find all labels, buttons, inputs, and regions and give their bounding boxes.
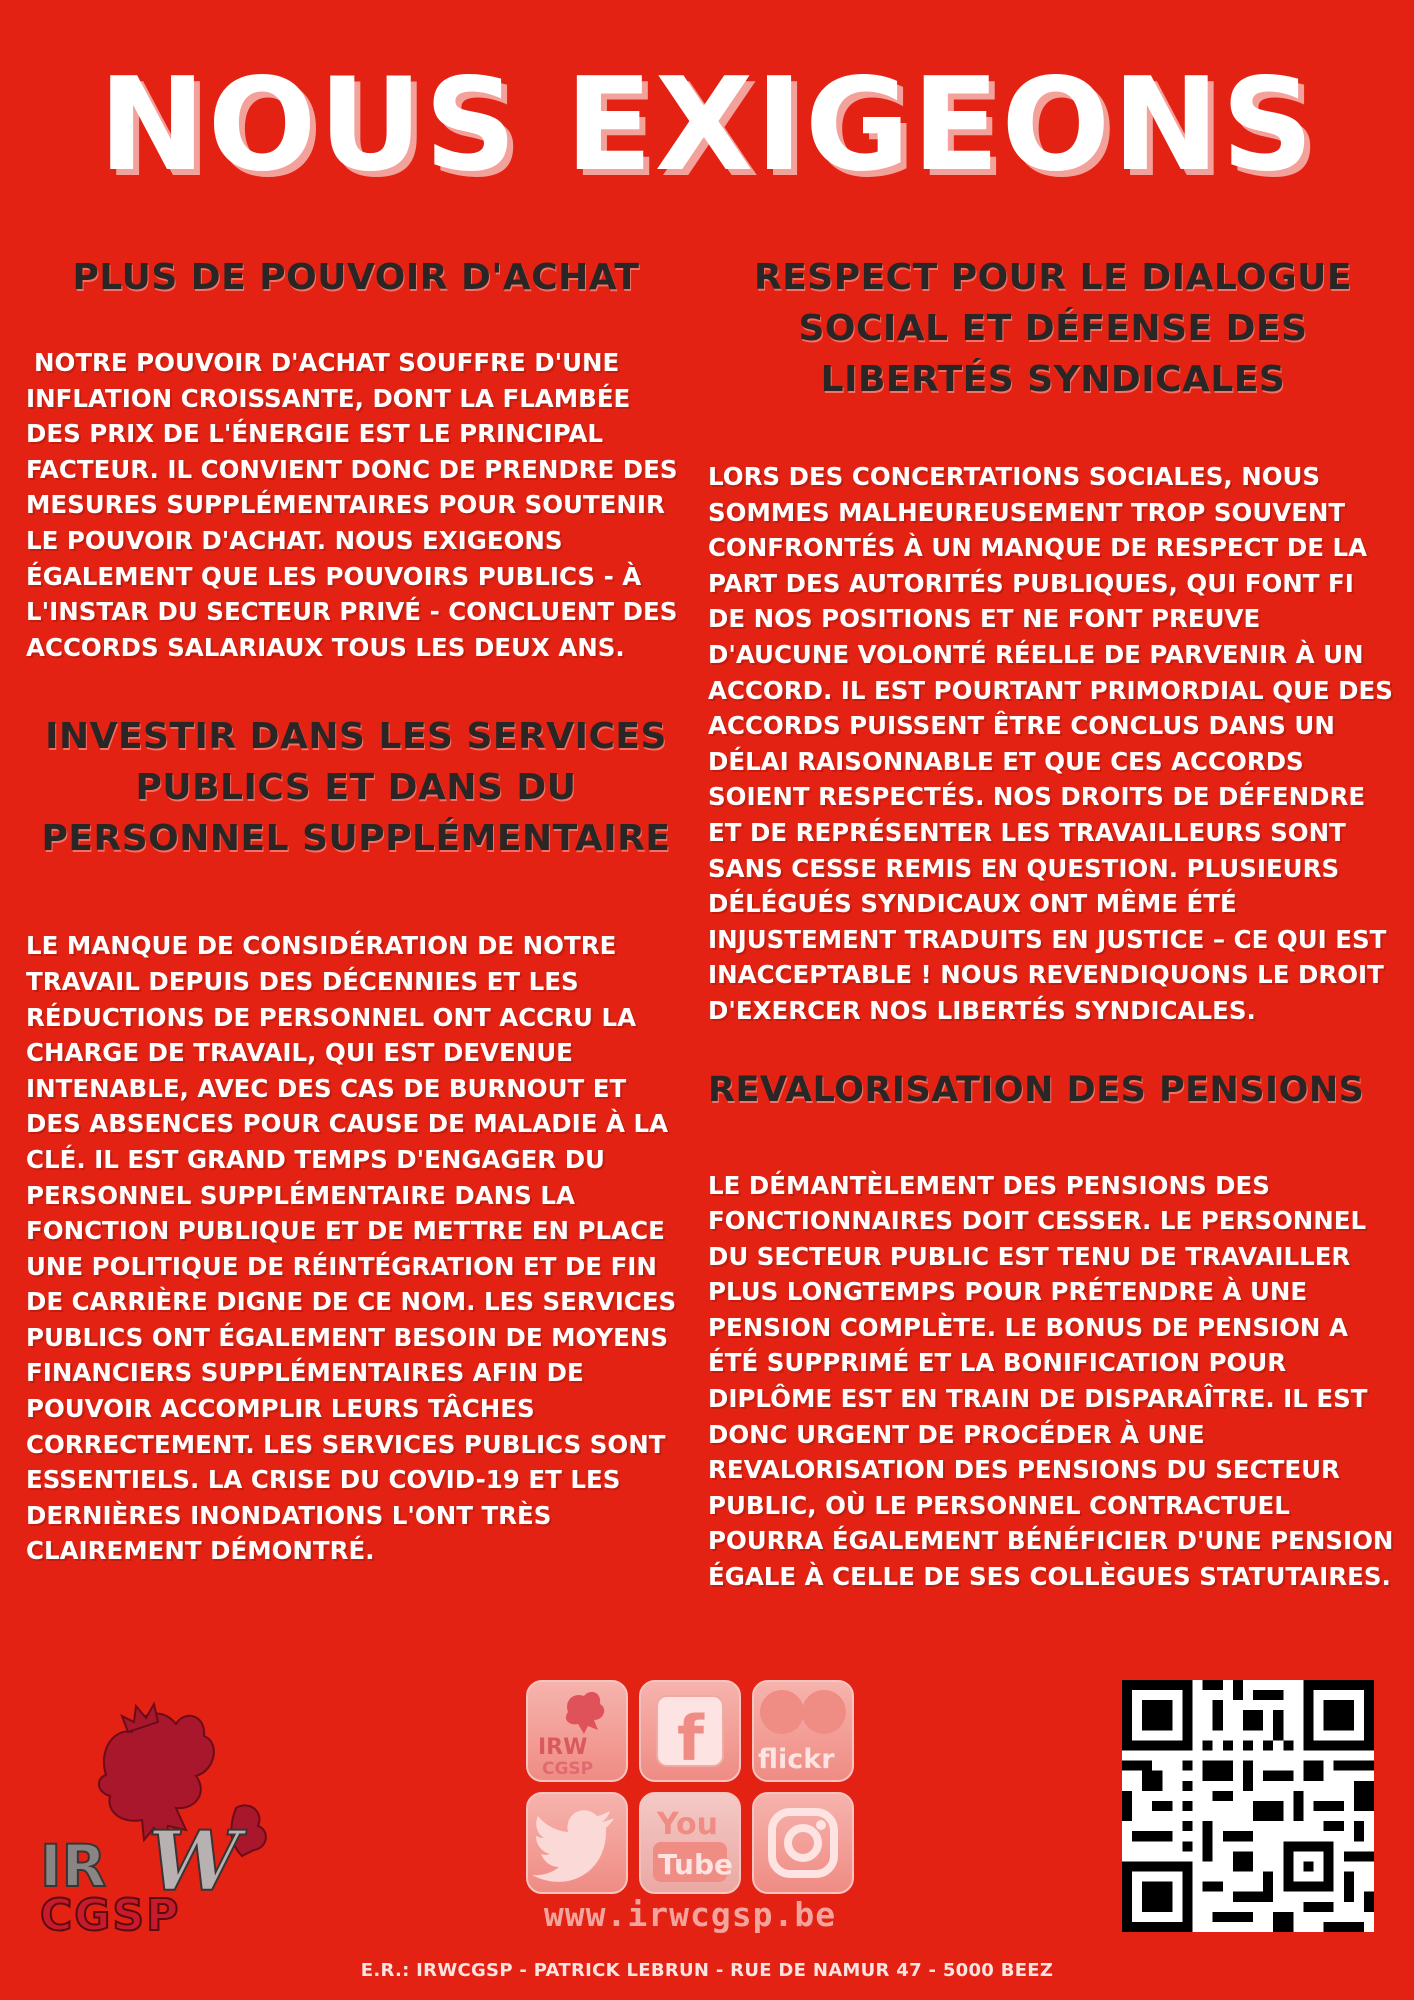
youtube-link-button[interactable] bbox=[639, 1792, 741, 1894]
flickr-icon bbox=[754, 1682, 852, 1780]
rooster-icon bbox=[36, 1680, 296, 1936]
irw-link-button[interactable] bbox=[526, 1680, 628, 1782]
text-pensions: LE DÉMANTÈLEMENT DES PENSIONS DES FONCTIONNAIRES DOIT CESSER. LE PERSONNEL DU SECTEUR PUBLIC EST TENU DE TRAVAILLER PLUS LONGTEMPS POUR PRÉTENDRE À UNE PENSION COMPLÈTE. LE BONUS DE PENSION A ÉTÉ SUPPRIMÉ ET LA BONIFICATION POUR DIPLÔME EST EN TRAIN DE DISPARAÎTRE. IL EST DONC URGENT DE PROCÉDER À UNE REVALORISATION DES PENSIONS DU SECTEUR PUBLIC, OÙ LE PERSONNEL CONTRACTUEL POURRA ÉGALEMENT BÉNÉFICIER D'UNE PENSION ÉGALE À CELLE DE SES COLLÈGUES STATUTAIRES. bbox=[708, 1170, 1394, 1592]
text-services-publics: LE MANQUE DE CONSIDÉRATION DE NOTRE TRAVAIL DEPUIS DES DÉCENNIES ET LES RÉDUCTIONS DE PERSONNEL ONT ACCRU LA CHARGE DE TRAVAIL, QUI EST DEVENUE INTENABLE, AVEC DES CAS DE BURNOUT ET DES ABSENCES POUR CAUSE DE MALADIE À LA CLÉ. IL EST GRAND TEMPS D'ENGAGER DU PERSONNEL SUPPLÉMENTAIRE DANS LA FONCTION PUBLIQUE ET DE METTRE EN PLACE UNE POLITIQUE DE RÉINTÉGRATION ET DE FIN DE CARRIÈRE DIGNE DE CE NOM. LES SERVICES PUBLICS ONT ÉGALEMENT BESOIN DE MOYENS FINANCIERS SUPPLÉMENTAIRES AFIN DE POUVOIR ACCOMPLIR LEURS TÂCHES CORRECTEMENT. LES SERVICES PUBLICS SONT ESSENTIELS. LA CRISE DU COVID-19 ET LES DERNIÈRES INONDATIONS L'ONT TRÈS CLAIREMENT DÉMONTRÉ. bbox=[26, 931, 677, 1566]
page-title: NOUS EXIGEONS bbox=[98, 51, 1316, 200]
svg-text:IR: IR bbox=[40, 1832, 107, 1900]
heading-services-publics: INVESTIR DANS LES SERVICES PUBLICS ET DANS DU PERSONNEL SUPPLÉMENTAIRE bbox=[41, 716, 671, 860]
svg-text:CGSP: CGSP bbox=[542, 1759, 594, 1779]
heading-pouvoir-achat: PLUS DE POUVOIR D'ACHAT bbox=[72, 257, 640, 298]
flickr-link-button[interactable] bbox=[752, 1680, 854, 1782]
svg-text:You: You bbox=[657, 1807, 718, 1842]
svg-text:IRW: IRW bbox=[538, 1735, 588, 1760]
facebook-link-button[interactable] bbox=[639, 1680, 741, 1782]
qr-code-icon bbox=[1122, 1680, 1374, 1932]
text-pouvoir-achat: NOTRE POUVOIR D'ACHAT SOUFFRE D'UNE INFLATION CROISSANTE, DONT LA FLAMBÉE DES PRIX DE L'ÉNERGIE EST LE PRINCIPAL FACTEUR. IL CONVIENT DONC DE PRENDRE DES MESURES SUPPLÉMENTAIRES POUR SOUTENIR LE POUVOIR D'ACHAT. NOUS EXIGEONS ÉGALEMENT QUE LES POUVOIRS PUBLICS - À L'INSTAR DU SECTEUR PRIVÉ - CONCLUENT DES ACCORDS SALARIAUX TOUS LES DEUX ANS. bbox=[26, 348, 678, 662]
svg-text:W: W bbox=[148, 1814, 241, 1910]
heading-dialogue-social: RESPECT POUR LE DIALOGUE SOCIAL ET DÉFENSE DES LIBERTÉS SYNDICALES bbox=[753, 257, 1353, 400]
facebook-icon bbox=[641, 1682, 739, 1780]
qr-code bbox=[1122, 1680, 1374, 1932]
svg-text:Tube: Tube bbox=[658, 1848, 733, 1881]
instagram-link-button[interactable] bbox=[752, 1792, 854, 1894]
irw-icon bbox=[528, 1682, 626, 1780]
text-dialogue-social: LORS DES CONCERTATIONS SOCIALES, NOUS SOMMES MALHEUREUSEMENT TROP SOUVENT CONFRONTÉS À UN MANQUE DE RESPECT DE LA PART DES AUTORITÉS PUBLIQUES, QUI FONT FI DE NOS POSITIONS ET NE FONT PREUVE D'AUCUNE VOLONTÉ RÉELLE DE PARVENIR À UN ACCORD. IL EST POURTANT PRIMORDIAL QUE DES ACCORDS PUISSENT ÊTRE CONCLUS DANS UN DÉLAI RAISONNABLE ET QUE CES ACCORDS SOIENT RESPECTÉS. NOS DROITS DE DÉFENDRE ET DE REPRÉSENTER LES TRAVAILLEURS SONT SANS CESSE REMIS EN QUESTION. PLUSIEURS DÉLÉGUÉS SYNDICAUX ONT MÊME ÉTÉ INJUSTEMENT TRADUITS EN JUSTICE – CE QUI EST INACCEPTABLE ! NOUS REVENDIQUONS LE DROIT D'EXERCER NOS LIBERTÉS SYNDICALES. bbox=[708, 462, 1393, 1025]
svg-text:flickr: flickr bbox=[758, 1744, 835, 1775]
twitter-icon bbox=[528, 1794, 626, 1892]
youtube-icon bbox=[641, 1794, 739, 1892]
irw-cgsp-logo bbox=[36, 1680, 296, 1936]
website-link[interactable]: www.irwcgsp.be bbox=[543, 1895, 837, 1934]
social-links bbox=[526, 1680, 856, 1894]
svg-text:f: f bbox=[677, 1702, 704, 1775]
twitter-link-button[interactable] bbox=[526, 1792, 628, 1894]
svg-text:CGSP: CGSP bbox=[40, 1890, 181, 1936]
heading-pensions: REVALORISATION DES PENSIONS bbox=[708, 1069, 1365, 1110]
instagram-icon bbox=[754, 1794, 852, 1892]
left-column bbox=[26, 252, 686, 1569]
footer-publisher: E.R.: IRWCGSP - PATRICK LEBRUN - RUE DE NAMUR 47 - 5000 BEEZ bbox=[360, 1960, 1054, 1981]
right-column bbox=[708, 252, 1398, 1595]
